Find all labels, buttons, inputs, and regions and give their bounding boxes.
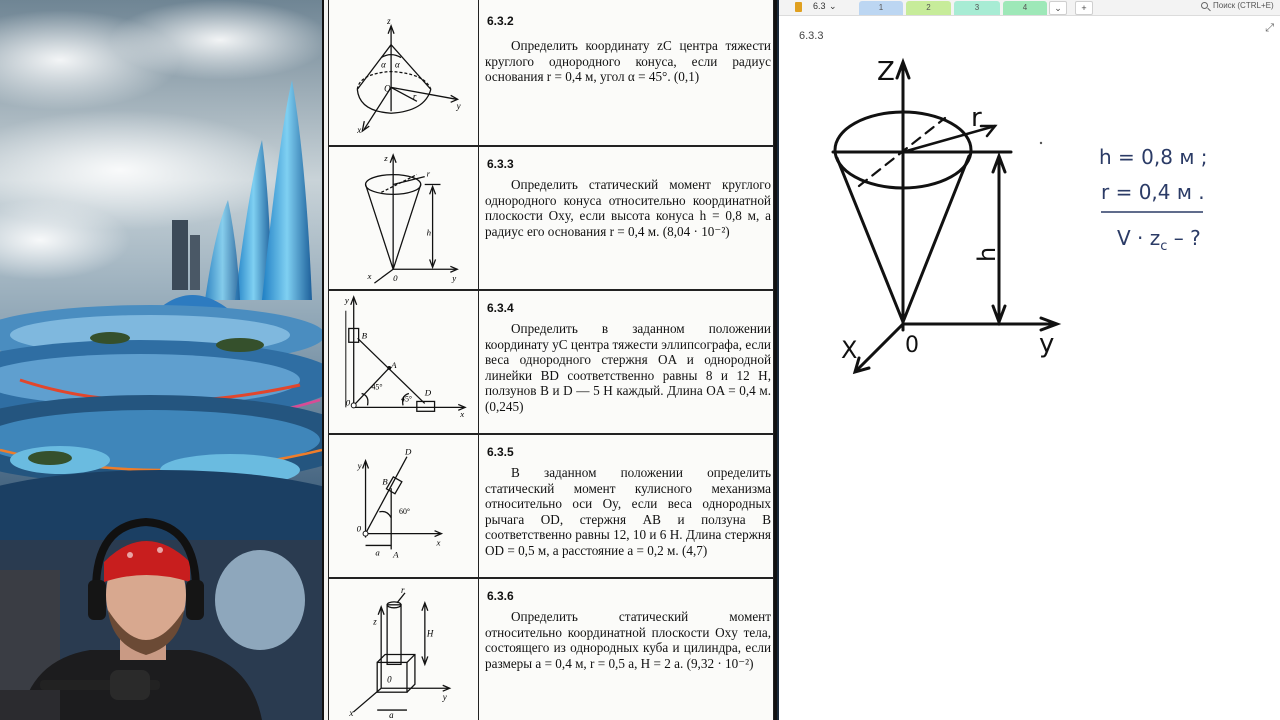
note-question-main: V · z — [1117, 226, 1161, 250]
search-box[interactable] — [1199, 0, 1280, 12]
page-title: 6.3.3 — [799, 30, 824, 42]
figure-cube-cylinder — [329, 579, 479, 720]
fig-label-r: r — [426, 168, 431, 179]
sketch-label-o: 0 — [905, 333, 919, 358]
section-tab-bar — [779, 0, 1280, 16]
fig-label-angle-2: 45° — [401, 394, 413, 404]
fig-label-o: 0 — [393, 273, 398, 284]
fig-label-z: z — [373, 616, 377, 627]
note-question — [1117, 226, 1201, 254]
webcam-overlay — [0, 510, 322, 720]
section-tab-3[interactable]: 3 — [954, 1, 1000, 15]
problem-number: 6.3.5 — [487, 445, 514, 459]
problem-6-3-2 — [328, 0, 774, 146]
fig-label-y: y — [456, 101, 461, 112]
fig-label-x: x — [436, 537, 441, 548]
section-tab-2[interactable]: 2 — [906, 1, 951, 15]
problem-number: 6.3.4 — [487, 301, 514, 315]
problem-number: 6.3.2 — [487, 14, 514, 28]
fig-label-z: z — [384, 152, 388, 163]
fig-label-r: r — [401, 584, 405, 595]
section-tab-4[interactable]: 4 — [1003, 1, 1047, 15]
sketch-label-y: y — [1039, 329, 1055, 359]
figure-ellipsograph — [329, 291, 479, 433]
tabs-dropdown-button[interactable]: ⌄ — [1049, 1, 1067, 15]
fig-label-y: y — [357, 460, 362, 471]
textbook-scan — [322, 0, 777, 720]
problem-number: 6.3.3 — [487, 157, 514, 171]
problem-text: Определить координату zC центра тяжести круглого однородного конуса, если радиус основания r = 0,4 м, угол α = 45°. (0,1) — [485, 38, 771, 85]
sketch-label-h: h — [973, 246, 1001, 262]
problem-text: Определить в заданном положении координату yC центра тяжести эллипсографа, если веса однородного стержня OA и однородной линейки BD соответственно равны 8 и 12 Н, ползунов B и D — 5 Н каждый. Длина OA = 0,4 м. (0,245) — [485, 321, 771, 414]
note-radius: r = 0,4 м . — [1101, 180, 1205, 204]
fig-label-alpha-2: α — [395, 59, 400, 70]
fig-label-angle: 60° — [399, 506, 411, 516]
problem-text: В заданном положении определить статический момент кулисного механизма относительно оси Oy, если веса однородных рычага OD, стержня AB и ползуна B соответственно равны 12, 10 и 6 Н. Длина стержня OD = 0,5 м, а расстояние a = 0,2 м. (4,7) — [485, 465, 771, 558]
problem-6-3-5 — [328, 434, 774, 578]
fig-label-d: D — [424, 387, 432, 398]
sketch-label-z: Z — [877, 57, 895, 87]
note-height: h = 0,8 м ; — [1099, 145, 1208, 169]
sketch-label-x: X — [841, 336, 858, 364]
fig-label-dim-a: a — [375, 547, 380, 558]
fig-label-a: A — [391, 359, 397, 370]
fig-label-o: 0 — [387, 674, 392, 685]
problem-6-3-4 — [328, 290, 774, 434]
expand-icon[interactable]: ⤢ — [1265, 22, 1274, 34]
notebook-app — [779, 0, 1280, 720]
handwritten-cone-sketch — [779, 40, 1280, 400]
fig-label-o: O — [384, 83, 391, 94]
add-section-button[interactable]: + — [1075, 1, 1093, 15]
problem-number: 6.3.6 — [487, 589, 514, 603]
fig-label-d: D — [404, 446, 412, 457]
search-placeholder: Поиск (CTRL+E) — [1213, 1, 1274, 10]
notebook-selector[interactable]: 6.3 — [813, 1, 826, 11]
background-scene — [0, 0, 322, 720]
search-icon — [1201, 2, 1208, 9]
problem-6-3-6 — [328, 578, 774, 720]
fig-label-y: y — [344, 294, 349, 305]
fig-label-z: z — [387, 15, 391, 26]
figure-rocker-mechanism — [329, 435, 479, 577]
problem-text: Определить статический момент относительно координатной плоскости Oxy тела, состоящего из однородных куба и цилиндра, если размеры a = 0,4 м, r = 0,5 a, H = 2 a. (9,32 · 10⁻²) — [485, 609, 771, 671]
fig-label-y: y — [442, 692, 447, 703]
sketch-label-r: r — [971, 103, 982, 133]
note-question-tail: – ? — [1167, 226, 1201, 250]
fig-label-a: A — [393, 549, 399, 560]
fig-label-o: 0 — [345, 397, 351, 408]
fig-label-y: y — [452, 273, 457, 284]
fig-label-b: B — [361, 330, 368, 341]
section-tab-1[interactable]: 1 — [859, 1, 903, 15]
figure-cone-height — [329, 147, 479, 289]
fig-label-b: B — [382, 476, 388, 487]
fig-label-a: a — [389, 710, 394, 720]
note-question-sub: c — [1160, 239, 1168, 254]
fig-label-r: r — [412, 91, 417, 102]
fig-label-angle-1: 45° — [371, 382, 383, 392]
fig-label-alpha-1: α — [381, 59, 386, 70]
fig-label-h: H — [426, 628, 434, 639]
fig-label-x: x — [367, 271, 372, 282]
fig-label-x: x — [460, 409, 465, 420]
chevron-down-icon[interactable]: ⌄ — [829, 1, 837, 11]
problem-text: Определить статический момент круглого однородного конуса относительно координатной плоскости Oxy, если высота конуса h = 0,8 м, а радиус его основания r = 0,4 м. (8,04 · 10⁻²) — [485, 177, 771, 239]
fig-label-x: x — [357, 125, 362, 136]
fig-label-x: x — [349, 708, 354, 719]
fig-label-o: 0 — [356, 523, 362, 534]
notebook-icon — [795, 2, 802, 12]
fig-label-h: h — [426, 227, 432, 238]
figure-cone-angle — [329, 0, 479, 145]
problem-6-3-3 — [328, 146, 774, 290]
